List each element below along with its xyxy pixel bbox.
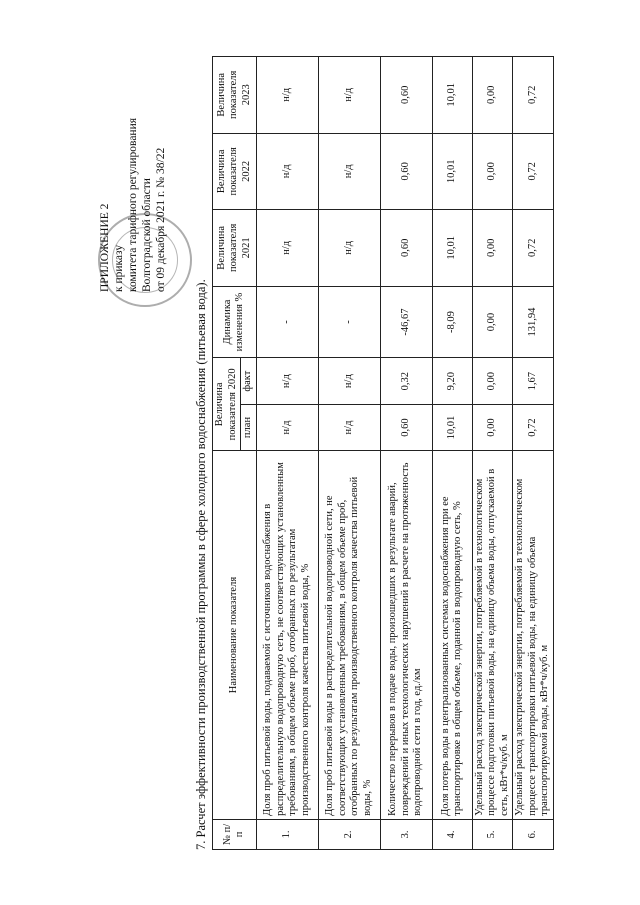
appendix-header [98,52,168,292]
row-plan: н/д [256,404,318,450]
row-2023: 10,01 [432,57,472,134]
row-num: 1. [256,819,318,849]
header-2021: Величина показателя 2021 [213,210,257,287]
row-2021: 0,60 [380,210,432,287]
row-dynamics: - [256,286,318,358]
row-2021: 10,01 [432,210,472,287]
header-line-4: Волгоградской области [141,178,153,292]
header-name: Наименование показателя [213,451,257,820]
row-plan: 0,60 [380,404,432,450]
row-2023: 0,72 [513,57,554,134]
header-2022: Величина показателя 2022 [213,133,257,210]
row-2022: н/д [318,133,380,210]
header-dynamics: Динамика изменения % [213,286,257,358]
row-num: 2. [318,819,380,849]
row-2022: 10,01 [432,133,472,210]
header-fact: факт [241,358,257,404]
header-line-3: комитета тарифного регулирования [127,117,139,292]
row-dynamics: - [318,286,380,358]
table-row [380,57,432,850]
table-row [256,57,318,850]
row-fact: 0,32 [380,358,432,404]
table-row [432,57,472,850]
header-plan: план [241,404,257,450]
row-plan: 0,72 [513,404,554,450]
row-plan: 10,01 [432,404,472,450]
header-2023: Величина показателя 2023 [213,57,257,134]
document-page [90,52,640,852]
row-fact: 9,20 [432,358,472,404]
header-line-2: к приказу [113,244,125,292]
row-num: 6. [513,819,554,849]
row-name: Доля потерь воды в централизованных системах водоснабжения при ее транспортировке в общем объеме, поданной в водопроводную сеть, % [432,451,472,820]
row-fact: н/д [318,358,380,404]
row-2021: н/д [256,210,318,287]
header-line-5: от 09 декабря 2021 г. № 38/22 [155,147,167,292]
row-name: Доля проб питьевой воды, подаваемой с источников водоснабжения в распределительную водопроводную сеть, не соответствующих установленным требованиям, в общем объеме проб, отобранных по результатам производственного контроля качества питьевой воды, % [256,451,318,820]
row-plan: н/д [318,404,380,450]
header-num: № п/п [213,819,257,849]
row-2022: 0,72 [513,133,554,210]
row-name: Удельный расход электрической энергии, потребляемой в технологическом процессе транспортировки питьевой воды, на единицу объема транспортируемой воды, кВт*ч/куб. м [513,451,554,820]
row-dynamics: 0,00 [472,286,513,358]
header-line-1: ПРИЛОЖЕНИЕ 2 [99,203,111,292]
row-2021: 0,72 [513,210,554,287]
row-2023: 0,60 [380,57,432,134]
row-2023: н/д [256,57,318,134]
row-name: Количество перерывов в подаче воды, произошедших в результате аварий, повреждений и иных технологических нарушений в расчете на протяженность водопроводной сети в год, ед./км [380,451,432,820]
row-dynamics: 131,94 [513,286,554,358]
table-row [472,57,513,850]
row-num: 4. [432,819,472,849]
efficiency-table [212,56,554,850]
row-2023: 0,00 [472,57,513,134]
row-num: 5. [472,819,513,849]
row-dynamics: -46,67 [380,286,432,358]
row-name: Удельный расход электрической энергии, потребляемой в технологическом процессе подготовки питьевой воды, на единицу объема воды, отпускаемой в сеть, кВт*ч/куб. м [472,451,513,820]
row-fact: 1,67 [513,358,554,404]
row-name: Доля проб питьевой воды в распределительной водопроводной сети, не соответствующих установленным требованиям, в общем объеме проб, отобранных по результатам производственного контроля качества питьевой воды, % [318,451,380,820]
row-2023: н/д [318,57,380,134]
row-fact: н/д [256,358,318,404]
table-row [318,57,380,850]
row-plan: 0,00 [472,404,513,450]
row-dynamics: -8,09 [432,286,472,358]
row-2022: 0,60 [380,133,432,210]
row-2022: 0,00 [472,133,513,210]
row-2021: 0,00 [472,210,513,287]
row-num: 3. [380,819,432,849]
section-title: 7. Расчет эффективности производственной программы в сфере холодного водоснабжения (питьевая вода). [194,279,208,850]
row-fact: 0,00 [472,358,513,404]
row-2022: н/д [256,133,318,210]
header-2020: Величина показателя 2020 [213,358,241,451]
table-row [513,57,554,850]
row-2021: н/д [318,210,380,287]
